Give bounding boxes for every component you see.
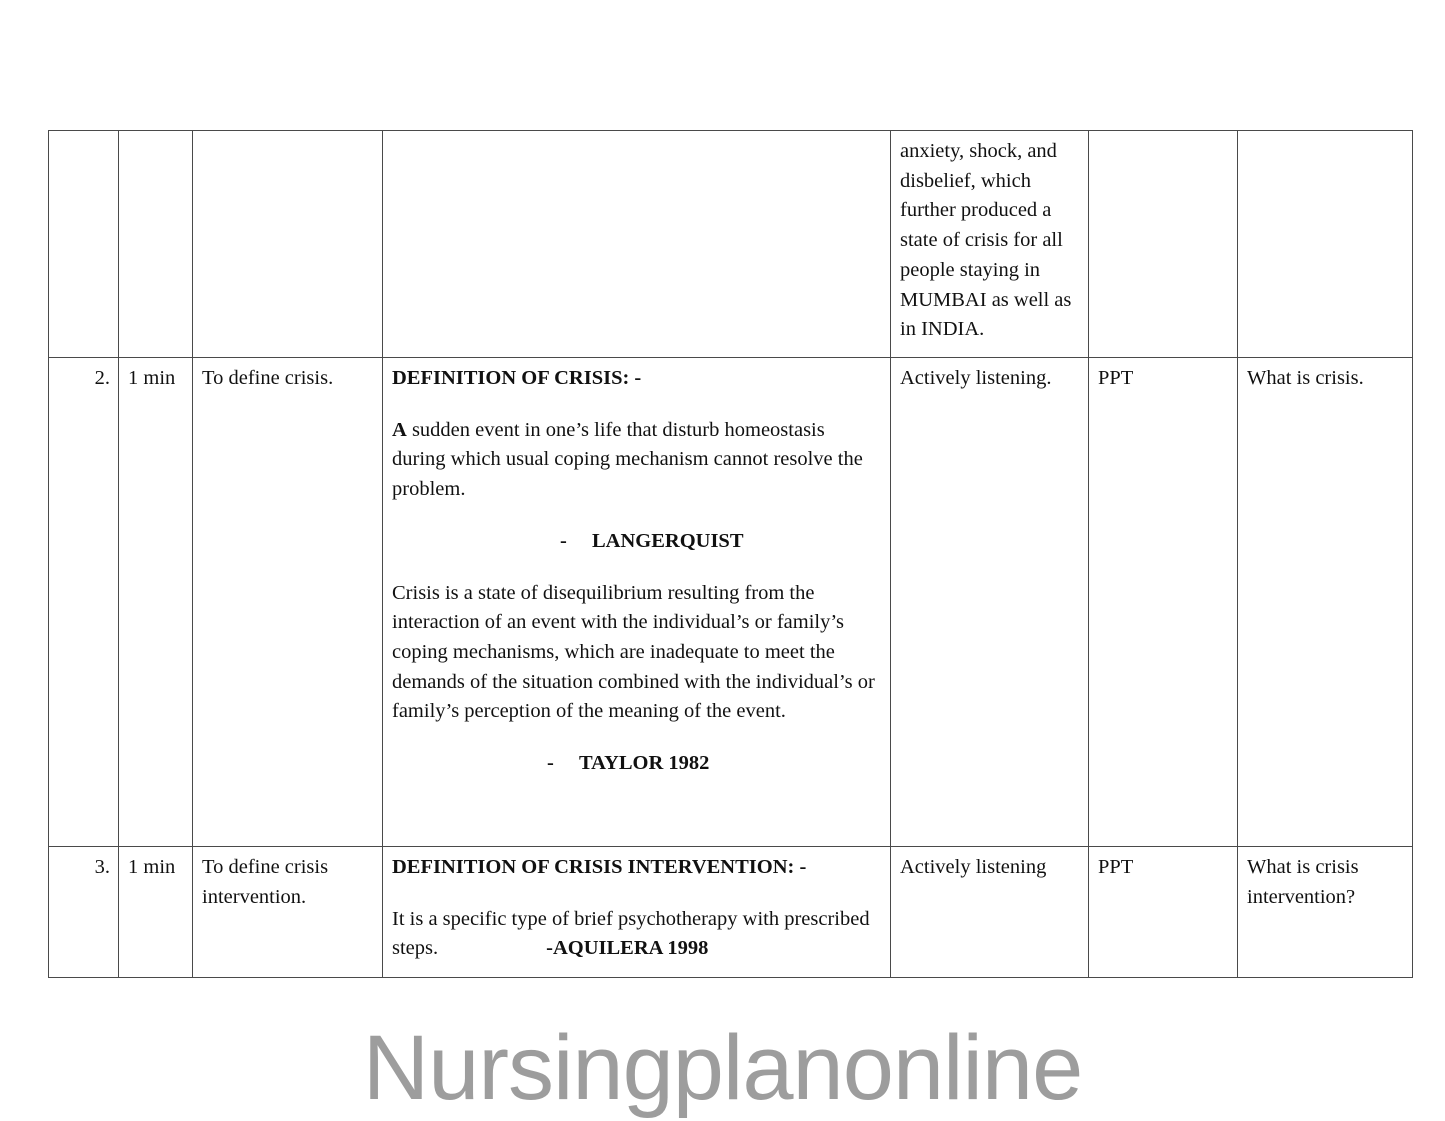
attribution-name: TAYLOR 1982	[579, 752, 710, 775]
paragraph-body: sudden event in one’s life that disturb homeostasis during which usual coping mechanism cannot resolve the problem.	[392, 418, 863, 501]
cell-content	[383, 358, 891, 847]
cell-time: 1 min	[119, 358, 193, 847]
attribution-name: LANGERQUIST	[592, 529, 744, 552]
cell-objective: To define crisis.	[193, 358, 383, 847]
cell-teaching-aids: PPT	[1089, 358, 1238, 847]
content-paragraph	[392, 905, 882, 964]
cell-evaluation: What is crisis intervention?	[1238, 847, 1413, 978]
cell-serial-number: 3.	[49, 847, 119, 978]
cell-evaluation: What is crisis.	[1238, 358, 1413, 847]
site-watermark: Nursingplanonline	[362, 1017, 1083, 1119]
content-heading: DEFINITION OF CRISIS: -	[392, 367, 642, 389]
content-heading: DEFINITION OF CRISIS INTERVENTION: -	[392, 856, 807, 878]
paragraph-body: It is a specific type of brief psychotherapy with prescribed steps.	[392, 907, 870, 960]
table-row	[49, 358, 1413, 847]
table-row	[49, 847, 1413, 978]
attribution-dash: -	[560, 529, 567, 552]
cell-evaluation	[1238, 131, 1413, 358]
cell-teaching-aids	[1089, 131, 1238, 358]
cell-learner-activity: Actively listening.	[891, 358, 1089, 847]
cell-learner-activity: anxiety, shock, and disbelief, which further produced a state of crisis for all people staying in MUMBAI as well as in INDIA.	[891, 131, 1089, 358]
lesson-plan-table	[48, 130, 1413, 978]
cell-learner-activity: Actively listening	[891, 847, 1089, 978]
table-row	[49, 131, 1413, 358]
cell-objective	[193, 131, 383, 358]
cell-content	[383, 131, 891, 358]
cell-content	[383, 847, 891, 978]
paragraph-lead-bold: A	[392, 418, 407, 441]
cell-time: 1 min	[119, 847, 193, 978]
content-paragraph	[392, 416, 882, 505]
cell-time	[119, 131, 193, 358]
content-paragraph: Crisis is a state of disequilibrium resulting from the interaction of an event with the individual’s or family’s coping mechanisms, which are inadequate to meet the demands of the situation combined with the individual’s or family’s perception of the meaning of the event.	[392, 581, 875, 723]
cell-objective: To define crisis intervention.	[193, 847, 383, 978]
content-attribution	[392, 749, 882, 779]
attribution-dash: -	[547, 752, 554, 775]
attribution-name: -AQUILERA 1998	[546, 937, 709, 960]
cell-serial-number: 2.	[49, 358, 119, 847]
content-attribution	[392, 527, 882, 557]
cell-serial-number	[49, 131, 119, 358]
cell-teaching-aids: PPT	[1089, 847, 1238, 978]
